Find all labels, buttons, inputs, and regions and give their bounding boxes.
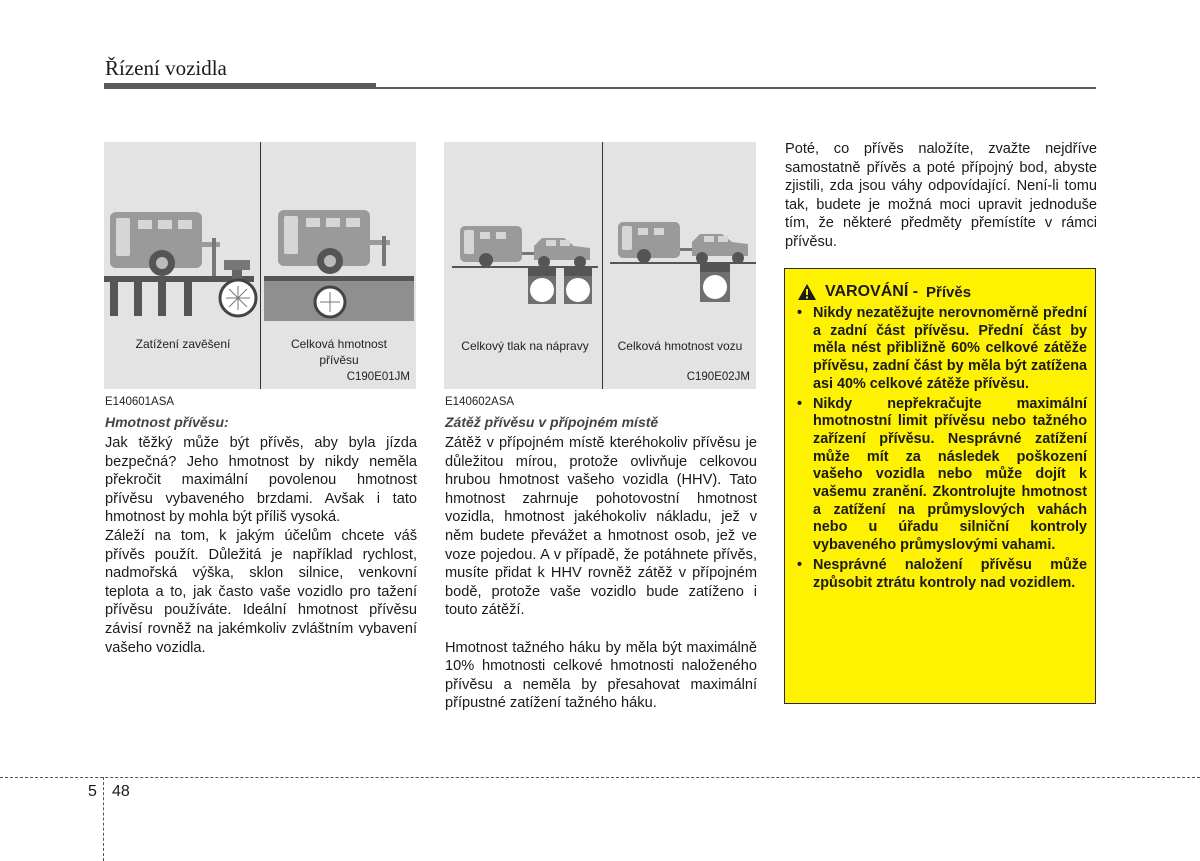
warning-item <box>793 557 1087 592</box>
paragraph: Poté, co přívěs naložíte, zvažte nejdříve samostatně přívěs a poté přípojný bod, abyste zjistili, zda jsou váhy odpovídající. Není-li tomu tak, budete je možná moci upravit jednoduše tím, že některé předměty přemístíte v rámci přívěsu. <box>785 141 1097 250</box>
caption-total-trailer-weight-line2: přívěsu <box>319 353 359 367</box>
body-weighing <box>785 140 1097 252</box>
header-rule-thick <box>104 83 376 89</box>
warning-item-text: Nikdy nezatěžujte nerovnoměrně přední a zadní část přívěsu. Přední část by měla nést přibližně 60% celkové zátěže přívěsu, zadní část by měla být zatížena asi 40% celkové zátěže přívěsu. <box>813 305 1087 392</box>
caption-total-trailer-weight-line1: Celková hmotnost <box>290 337 388 351</box>
warning-title <box>797 283 971 301</box>
figure-trailer-weight <box>104 142 416 389</box>
bullet: • <box>797 305 803 321</box>
caption-suspension-load: Zatížení zavěšení <box>135 337 231 351</box>
paragraph: Záleží na tom, k jakým účelům chcete váš přívěs použít. Důležitá je například rychlost, nadmořská výška, sklon silnice, venkovní teplota a to, jak často vaše vozidlo pro tažení přívěsu používáte. Ideální hmotnost přívěsu závisí rovněž na jakémkoliv zvláštním vybavení vašeho vozidla. <box>105 527 417 656</box>
warning-box <box>784 268 1096 704</box>
warning-item-text: Nikdy nepřekračujte maximální hmotnostní limit přívěsu nebo tažného zařízení přívěsu. Nesprávné zatížení může mít za následek poškození vašeho vozidla nebo může dojít k vašemu zranění. Zkontrolujte hmotnost a zatížení na průmyslových vahách nebo u úřadu silniční kontroly vybaveného průmyslovými vahami. <box>813 395 1087 554</box>
body-trailer-weight <box>105 434 417 657</box>
paragraph: Zátěž v přípojném místě kteréhokoliv přívěsu je důležitou mírou, protože ovlivňuje celkovou hrubou hmotnost vašeho vozidla (HHV). Tato hmotnost zahrnuje pohotovostní hmotnost vozidla, hmotnost jakéhokoliv nákladu, jež v něm budete převážet a hmotnost osob, jež ve voze pojedou. A v případě, že potáhnete přívěs, musíte přidat k HHV rovněž zátěž v přípojném bodě, protože vaše vozidlo bude zatíženo i touto zátěží. <box>445 435 757 619</box>
footer-vertical-rule <box>103 777 104 861</box>
warning-subject: Přívěs <box>926 283 972 301</box>
warning-item <box>793 396 1087 555</box>
section-code-trailer-weight: E140601ASA <box>105 396 175 408</box>
bullet: • <box>797 556 803 573</box>
footer-dashed-rule <box>0 777 1200 778</box>
header-rule-thin <box>376 87 1096 89</box>
page-number: 48 <box>112 783 130 800</box>
section-code-tongue-weight: E140602ASA <box>445 396 515 408</box>
paragraph: Hmotnost tažného háku by měla být maximálně 10% hmotnosti celkové hmotnosti naloženého přívěsu a neměla by přesahovat maximální přípustné zatížení tažného háku. <box>445 639 757 712</box>
caption-total-trailer-weight <box>264 336 414 368</box>
warning-item <box>793 305 1087 394</box>
heading-tongue-weight: Zátěž přívěsu v přípojném místě <box>445 414 659 430</box>
figure-code: C190E02JM <box>686 371 750 383</box>
paragraph: Jak těžký může být přívěs, aby byla jízda bezpečná? Jeho hmotnost by nikdy neměla překročit maximální povolenou hmotnost přívěsu vybaveného brzdami. Avšak i tato hmotnost by mohla být příliš vysoká. <box>105 435 417 526</box>
page-header-title: Řízení vozidla <box>105 56 227 80</box>
warning-list <box>793 305 1087 594</box>
figure-divider <box>260 142 261 389</box>
caption-total-vehicle-weight: Celková hmotnost vozu <box>617 339 743 353</box>
figure-tongue-weight <box>444 142 756 389</box>
warning-label: VAROVÁNÍ - <box>825 283 919 300</box>
figure-divider <box>602 142 603 389</box>
warning-triangle-icon <box>797 283 817 301</box>
warning-item-text: Nesprávné naložení přívěsu může způsobit ztrátu kontroly nad vozidlem. <box>813 556 1087 591</box>
chapter-number: 5 <box>88 783 97 800</box>
caption-axle-load: Celkový tlak na nápravy <box>461 339 589 353</box>
bullet: • <box>797 395 803 412</box>
body-tongue-weight <box>445 434 757 713</box>
heading-trailer-weight: Hmotnost přívěsu: <box>105 414 229 430</box>
figure-code: C190E01JM <box>346 371 410 383</box>
